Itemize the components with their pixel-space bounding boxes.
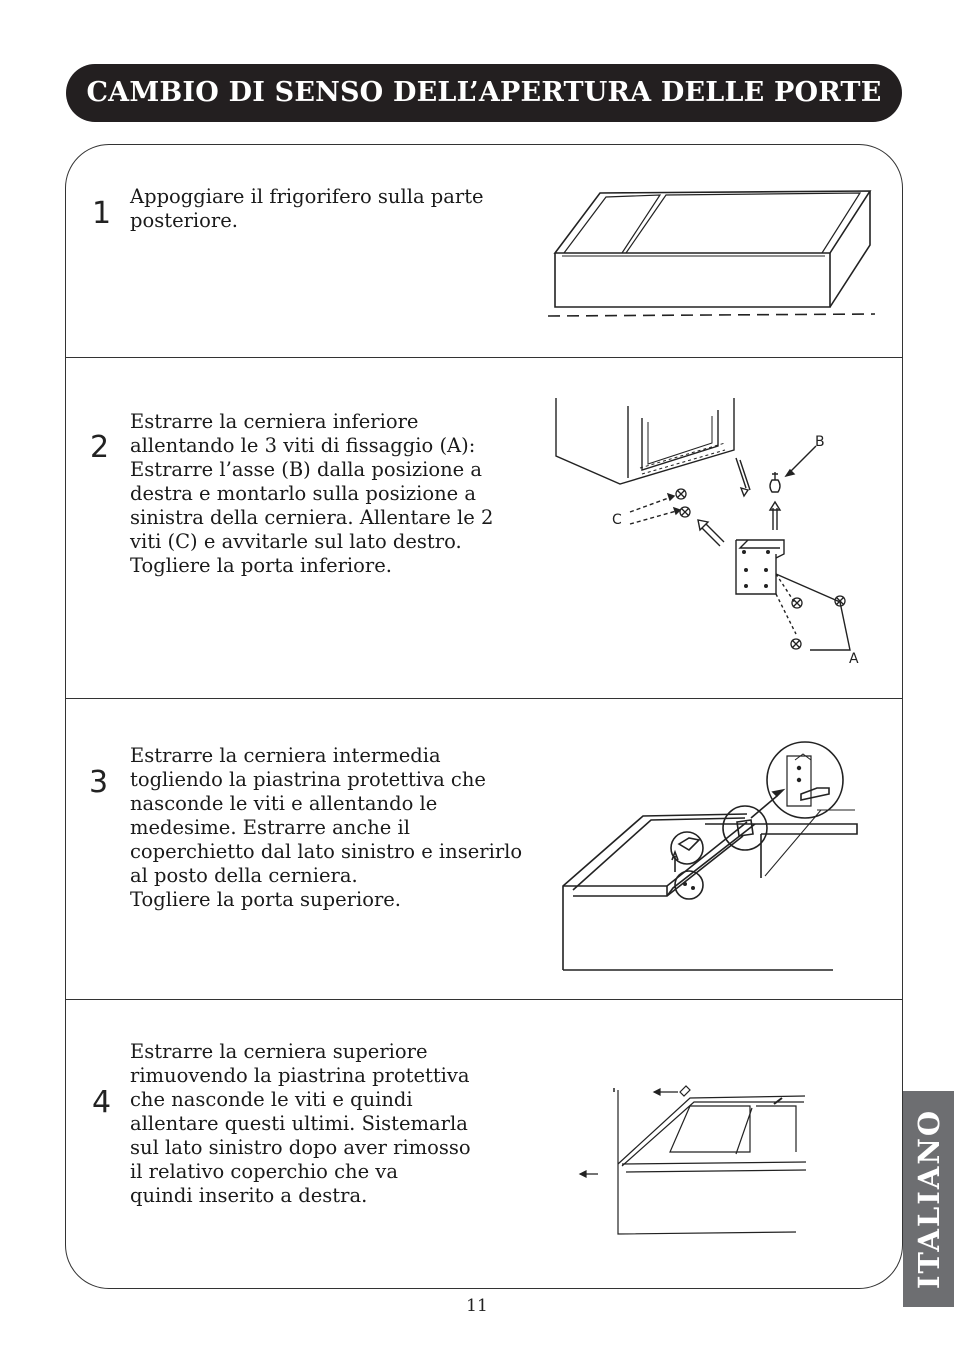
step-1-illustration [540, 185, 880, 325]
label-b: B [815, 434, 825, 450]
label-c: C [612, 512, 622, 528]
step-4-illustration [570, 1082, 810, 1242]
title-banner [66, 64, 902, 122]
section-divider [66, 357, 902, 358]
step-4-number: 4 [92, 1085, 112, 1120]
step-3-illustration [555, 738, 865, 978]
language-tab [903, 1091, 954, 1307]
label-a: A [849, 651, 859, 667]
step-4-text: Estrarre la cerniera superiore rimuovendo la piastrina protettiva che nasconde le viti e quindi allentare questi ultimi. Sistemarla sul lato sinistro dopo aver rimosso il relativo coperchio che va quindi inserito a destra. [130, 1040, 471, 1207]
page-title: CAMBIO DI SENSO DELL’APERTURA DELLE PORTE [86, 77, 882, 108]
step-3-number: 3 [89, 765, 109, 800]
step-3-text: Estrarre la cerniera intermedia togliendo la piastrina protettiva che nasconde le viti e allentando le medesime. Estrarre anche il coperchietto dal lato sinistro e inserirlo al posto della cerniera. Togliere la porta superiore. [130, 744, 523, 911]
step-1-text: Appoggiare il frigorifero sulla parte posteriore. [130, 185, 484, 232]
page-number: 11 [466, 1296, 488, 1316]
section-divider [66, 999, 902, 1000]
step-1-number: 1 [92, 196, 112, 231]
step-2-illustration [550, 398, 870, 673]
step-2-text: Estrarre la cerniera inferiore allentando le 3 viti di fissaggio (A): Estrarre l’asse (B) dalla posizione a destra e montarlo sulla posizione a sinistra della cerniera. Allentare le 2 viti (C) e avvitarle sul lato destro. Togliere la porta inferiore. [130, 410, 494, 577]
language-label: ITALIANO [911, 1108, 946, 1290]
section-divider [66, 698, 902, 699]
step-2-number: 2 [90, 430, 110, 465]
